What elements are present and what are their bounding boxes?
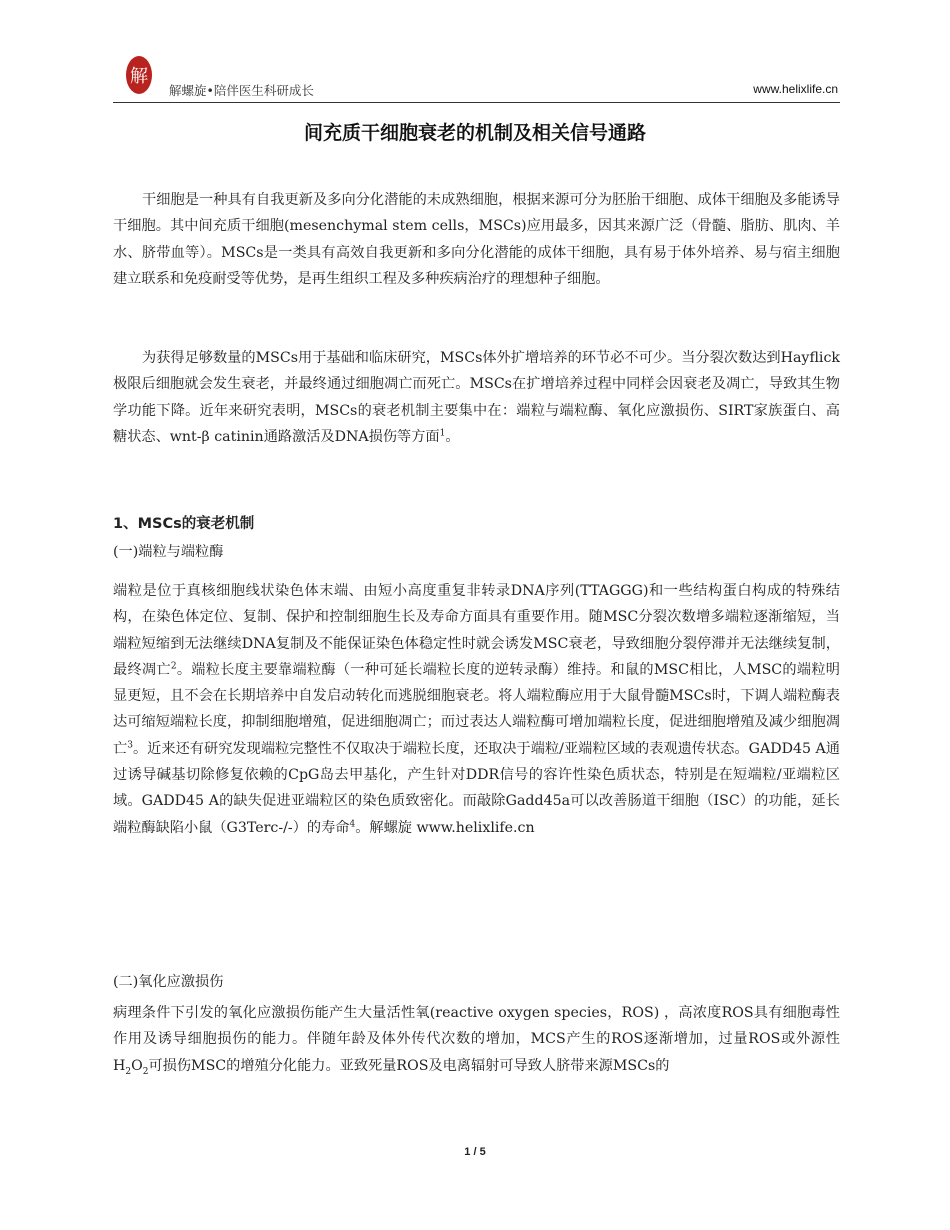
site-name: 解螺旋•陪伴医生科研成长 [169, 83, 314, 98]
page-number: 1 / 5 [464, 1146, 486, 1158]
document-body [113, 0, 840, 1230]
subsection-heading-telomere: (一)端粒与端粒酶 [113, 544, 224, 560]
citation-ref[interactable]: 1 [439, 428, 446, 439]
telomere-paragraph: 端粒是位于真核细胞线状染色体末端、由短小高度重复非转录DNA序列(TTAGGG)和一些结构蛋白构成的特殊结构，在染色体定位、复制、保护和控制细胞生长及寿命方面具有重要作用。随MSC分裂次数增多端粒逐渐缩短，当端粒短缩到无法继续DNA复制及不能保证染色体稳定性时就会诱发MSC衰老，导致细胞分裂停滞并无法继续复制，最终凋亡$^2$。端粒长度主要靠端粒酶（一种可延长端粒长度的逆转录酶）维持。和鼠的MSC相比，人MSC的端粒明显更短，且不会在长期培养中自发启动转化而逃脱细胞衰老。将人端粒酶应用于大鼠骨髓MSCs时，下调人端粒酶表达可缩短端粒长度，抑制细胞增殖，促进细胞凋亡；而过表达人端粒酶可增加端粒长度，促进细胞增殖及减少细胞凋亡$^3$。近来还有研究发现端粒完整性不仅取决于端粒长度，还取决于端粒/亚端粒区域的表观遗传状态。GADD45 A通过诱导碱基切除修复依赖的CpG岛去甲基化，产生针对DDR信号的容许性染色质状态，特别是在短端粒/亚端粒区域。GADD45 A的缺失促进亚端粒区的染色质致密化。而敲除Gadd45a可以改善肠道干细胞（ISC）的功能，延长端粒酶缺陷小鼠（G3Terc-/-）的寿命$^4$。解螺旋 www.helixlife.cn [113, 583, 840, 836]
section-heading-1: 1、MSCs的衰老机制 [113, 516, 255, 532]
intro-paragraph-2: 为获得足够数量的MSCs用于基础和临床研究，MSCs体外扩增培养的环节必不可少。当分裂次数达到Hayflick极限后细胞就会发生衰老，并最终通过细胞凋亡而死亡。MSCs在扩增培养过程中同样会因衰老及凋亡，导致其生物学功能下降。近年来研究表明，MSCs的衰老机制主要集中在：端粒与端粒酶、氧化应激损伤、SIRT家族蛋白、高糖状态、wnt-β catinin通路激活及DNA损伤等方面$^1$。 [113, 350, 840, 445]
subsection-heading-oxidative: (二)氧化应激损伤 [113, 974, 224, 990]
document-title: 间充质干细胞衰老的机制及相关信号通路 [303, 122, 646, 144]
intro-paragraph-1: 干细胞是一种具有自我更新及多向分化潜能的未成熟细胞，根据来源可分为胚胎干细胞、成体干细胞及多能诱导干细胞。其中间充质干细胞(mesenchymal stem cells，MSCs)应用最多，因其来源广泛（骨髓、脂肪、肌肉、羊水、脐带血等）。MSCs是一类具有高效自我更新和多向分化潜能的成体干细胞，具有易于体外培养、易与宿主细胞建立联系和免疫耐受等优势，是再生组织工程及多种疾病治疗的理想种子细胞。 [113, 192, 840, 287]
citation-ref[interactable]: 3 [127, 740, 133, 751]
citation-ref[interactable]: 2 [170, 661, 177, 672]
site-url-link[interactable]: www.helixlife.cn [753, 82, 838, 96]
citation-ref[interactable]: 4 [349, 818, 356, 829]
oxidative-paragraph: 病理条件下引发的氧化应激损伤能产生大量活性氧(reactive oxygen species，ROS) ，高浓度ROS具有细胞毒性作用及诱导细胞损伤的能力。伴随年龄及体外传代次数的增加，MCS产生的ROS逐渐增加，过量ROS或外源性$H_2O_2$可损伤MSC的增殖分化能力。亚致死量ROS及电离辐射可导致人脐带来源MSCs的 [113, 1005, 840, 1077]
svg-text:解: 解 [130, 66, 148, 87]
